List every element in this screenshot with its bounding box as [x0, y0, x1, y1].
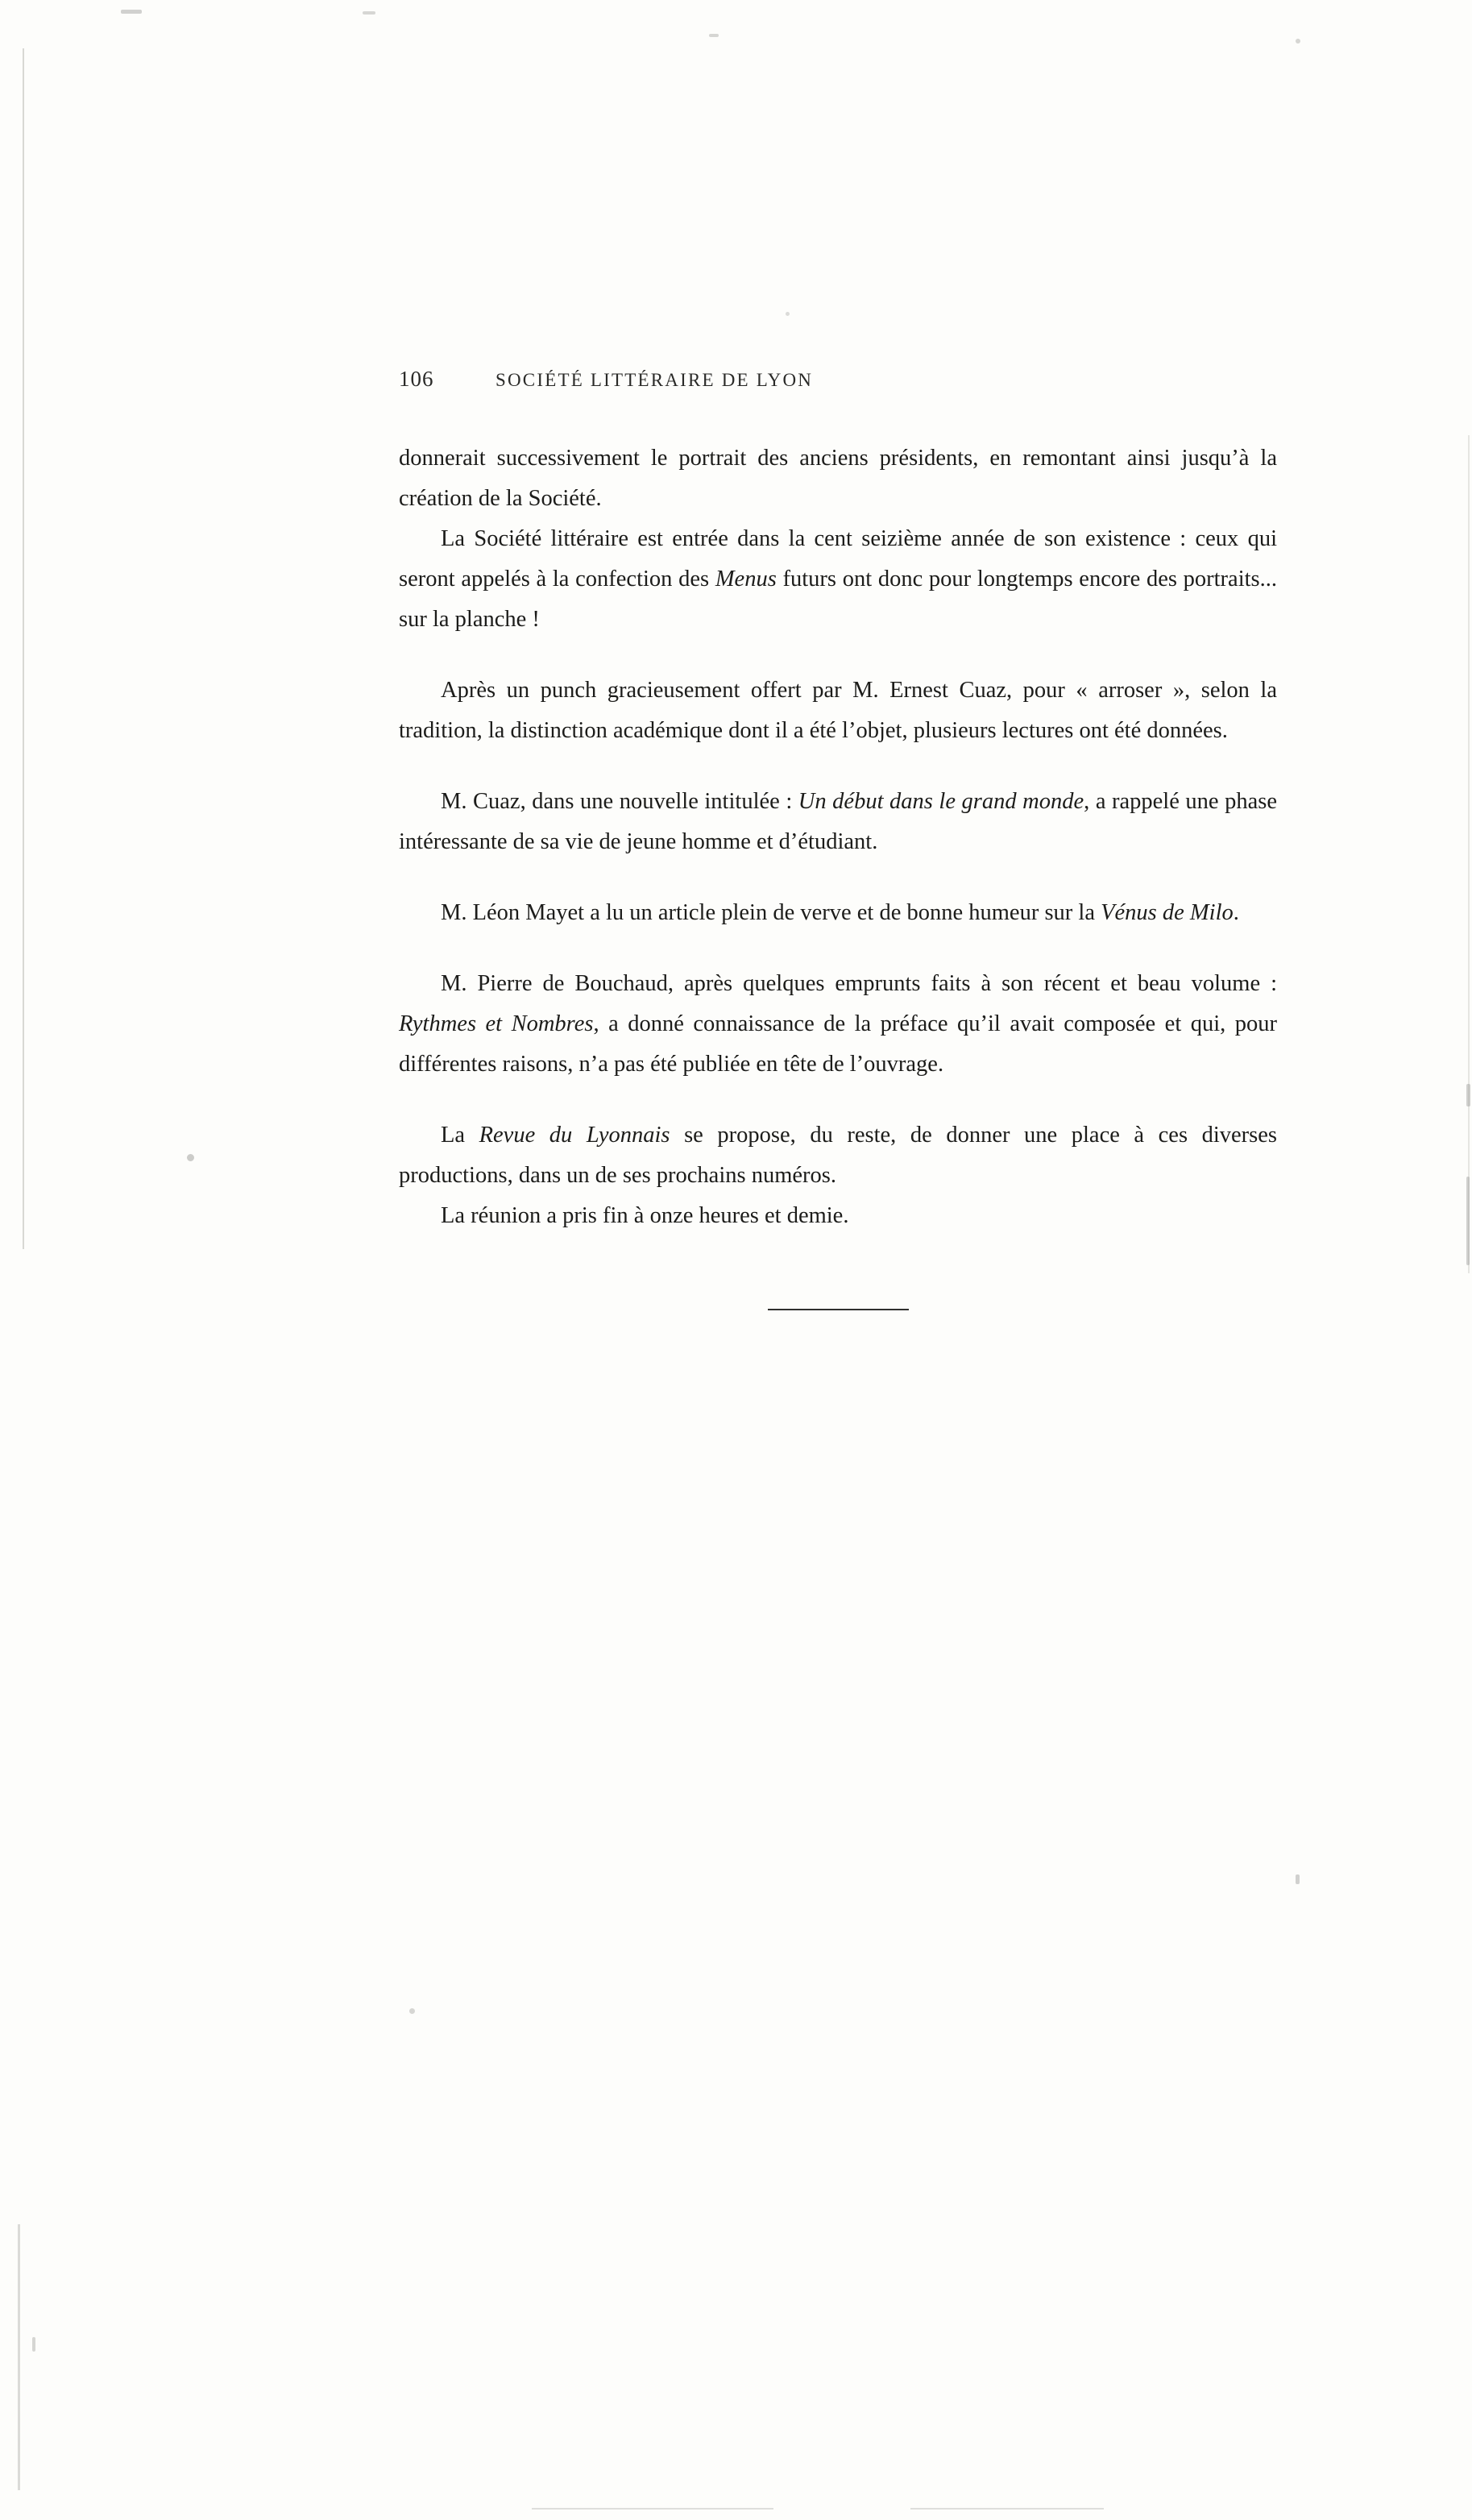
scan-edge-left-lower — [18, 2224, 20, 2490]
text-run: , a rappelé une phase intéressante de sa vie de jeune homme et d’étudiant. — [399, 789, 1278, 854]
page-number: 106 — [399, 367, 434, 391]
scan-speck — [32, 2337, 35, 2352]
text-run: La Société littéraire est entrée dans la cent seizième année de son existence : ceux qui seront appelés à la confection des — [399, 526, 1277, 592]
scan-speck — [1466, 1084, 1470, 1106]
scan-edge-bottom — [910, 2508, 1104, 2510]
scan-edge-bottom — [532, 2508, 773, 2510]
text-run: La réunion a pris fin à onze heures et demie. — [441, 1203, 849, 1228]
scan-edge-right — [1468, 435, 1470, 1273]
scan-speck — [187, 1154, 194, 1161]
title-italic: Menus — [715, 567, 777, 592]
scan-speck — [1466, 1177, 1470, 1265]
scan-speck — [121, 10, 142, 14]
body-paragraph — [399, 670, 1277, 751]
text-run: se propose, du reste, de donner une place à ces diverses productions, dans un de ses prochains numéros. — [399, 1123, 1277, 1188]
text-run: Après un punch gracieusement offert par M. Ernest Cuaz, pour « arroser », selon la tradition, la distinction académique dont il a été l’objet, plusieurs lectures ont été données. — [399, 678, 1277, 743]
title-italic: Vénus de Milo — [1101, 900, 1234, 925]
scan-speck — [363, 11, 375, 15]
page-content — [399, 367, 1277, 1310]
scan-speck — [409, 2008, 415, 2014]
body-paragraph — [399, 893, 1277, 933]
running-head — [399, 367, 1277, 392]
body-paragraph — [399, 519, 1277, 640]
body-paragraph — [399, 1196, 1277, 1236]
text-run: La — [441, 1123, 479, 1148]
title-italic: Un début dans le grand monde — [798, 789, 1084, 814]
title-italic: Rythmes et Nombres — [399, 1011, 594, 1036]
body-paragraph — [399, 1115, 1277, 1196]
text-run: futurs ont donc pour longtemps encore des portraits... sur la planche ! — [399, 567, 1277, 632]
text-run: , a donné connaissance de la préface qu’il avait composée et qui, pour différentes raisons, n’a pas été publiée en tête de l’ouvrage. — [399, 1011, 1278, 1077]
scan-speck — [1296, 1874, 1300, 1884]
scan-speck — [709, 34, 719, 37]
title-italic: Revue du Lyonnais — [479, 1123, 670, 1148]
horizontal-rule-icon — [768, 1309, 909, 1310]
text-run: M. Cuaz, dans une nouvelle intitulée : — [441, 789, 798, 814]
section-rule — [399, 1309, 1277, 1310]
text-run: . — [1233, 900, 1239, 925]
body-paragraph — [399, 964, 1277, 1085]
body-text — [399, 438, 1277, 1236]
body-paragraph — [399, 438, 1277, 519]
text-run: M. Pierre de Bouchaud, après quelques emprunts faits à son récent et beau volume : — [441, 971, 1277, 996]
scan-speck — [786, 312, 790, 316]
body-paragraph — [399, 782, 1277, 862]
text-run: M. Léon Mayet a lu un article plein de verve et de bonne humeur sur la — [441, 900, 1101, 925]
running-head-title: SOCIÉTÉ LITTÉRAIRE DE LYON — [496, 370, 814, 390]
scan-speck — [1296, 39, 1300, 44]
text-run: donnerait successivement le portrait des anciens présidents, en remontant ainsi jusqu’à la création de la Société. — [399, 446, 1277, 511]
scan-edge-left — [23, 48, 24, 1249]
